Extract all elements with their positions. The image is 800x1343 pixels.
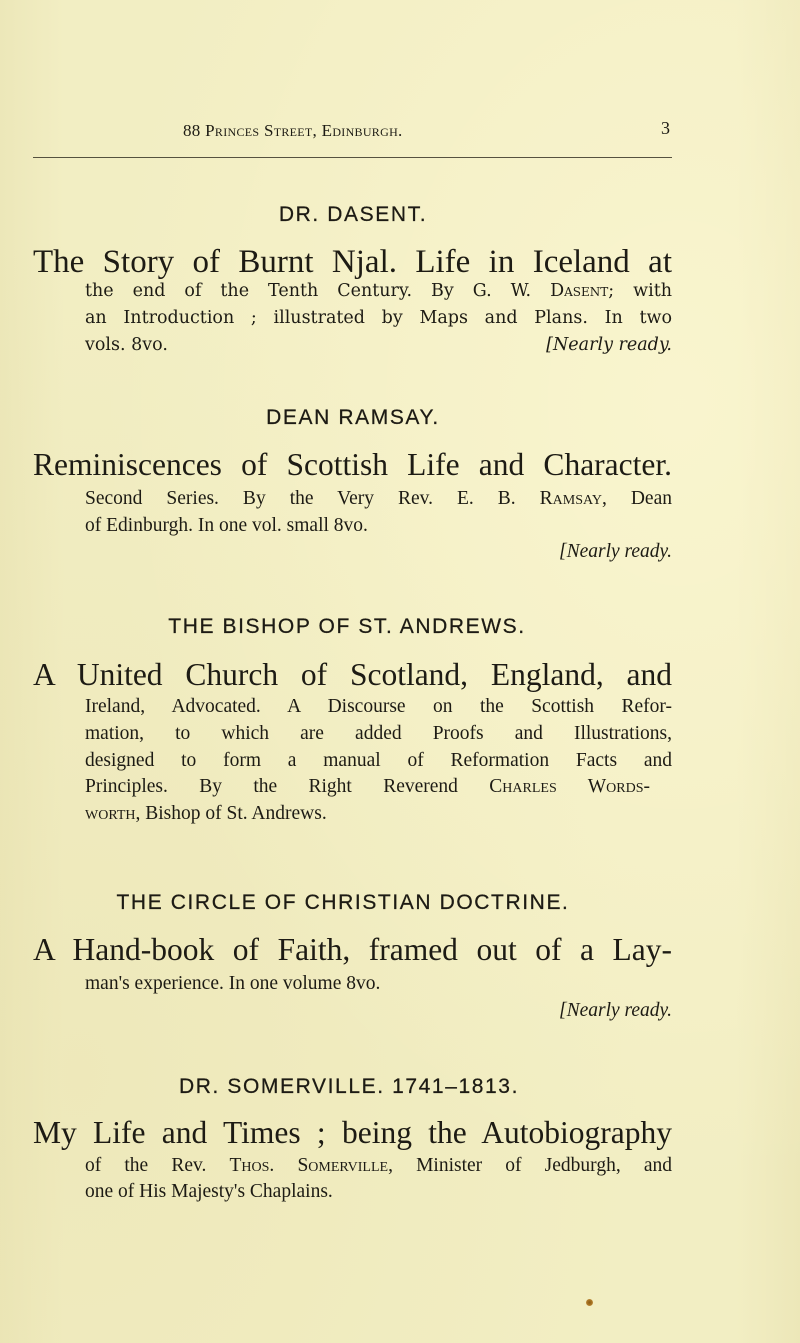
- author-name-smallcaps: Ramsay: [539, 488, 602, 509]
- author-name-smallcaps: worth: [85, 803, 136, 824]
- text-run: Second Series. By the Very Rev. E. B.: [85, 488, 540, 509]
- book-description-line: one of His Majesty's Chaplains.: [85, 1181, 333, 1202]
- book-description-line: vols. 8vo.: [85, 335, 168, 355]
- text-run: , Bishop of St. Andrews.: [135, 803, 327, 824]
- book-description-line: Ireland, Advocated. A Discourse on the Scottish Refor-: [85, 696, 672, 717]
- book-description-line: man's experience. In one volume 8vo.: [85, 973, 381, 994]
- text-run: , Minister of Jedburgh, and: [388, 1155, 672, 1176]
- book-description-line: mation, to which are added Proofs and Illustrations,: [85, 723, 672, 744]
- author-name-smallcaps: Dasent: [550, 281, 609, 301]
- author-heading: DEAN RAMSAY.: [266, 406, 440, 429]
- book-title: The Story of Burnt Njal. Life in Iceland at: [33, 244, 672, 280]
- text-run: of the Rev.: [85, 1155, 230, 1176]
- text-run: the end of the Tenth Century. By G. W.: [85, 281, 551, 301]
- book-description-line: [85, 489, 672, 509]
- author-heading: DR. SOMERVILLE. 1741–1813.: [178, 1075, 520, 1098]
- book-description-line: an Introduction ; illustrated by Maps and Plans. In two: [85, 308, 672, 328]
- author-heading: DR. DASENT.: [278, 203, 428, 226]
- status-note: [Nearly ready.: [558, 541, 672, 562]
- book-title: Reminiscences of Scottish Life and Character.: [33, 447, 672, 482]
- text-run: , Dean: [601, 488, 672, 509]
- book-description-line: [85, 283, 672, 301]
- status-note: [Nearly ready.: [558, 1000, 672, 1021]
- author-heading: THE BISHOP OF ST. ANDREWS.: [168, 615, 526, 638]
- book-title: A Hand-book of Faith, framed out of a Lay-: [33, 932, 672, 967]
- page-number: 3: [661, 118, 670, 138]
- book-description-line: designed to form a manual of Reformation Facts and: [85, 750, 672, 771]
- author-heading: THE CIRCLE OF CHRISTIAN DOCTRINE.: [116, 891, 570, 914]
- foxing-spot: [586, 1299, 593, 1306]
- book-description-line: [85, 777, 650, 797]
- running-head: [183, 122, 403, 139]
- running-head-number: 88: [183, 121, 201, 140]
- header-rule: [33, 157, 672, 158]
- author-name-smallcaps: Charles Words-: [489, 776, 650, 797]
- running-head-text: Princes Street, Edinburgh.: [205, 121, 403, 140]
- text-run: Principles. By the Right Reverend: [85, 776, 490, 797]
- book-title: My Life and Times ; being the Autobiography: [33, 1115, 672, 1150]
- status-note: [Nearly ready.: [546, 335, 672, 355]
- book-title: A United Church of Scotland, England, and: [33, 657, 672, 692]
- book-description-line: of Edinburgh. In one vol. small 8vo.: [85, 515, 368, 536]
- book-description-line: [85, 804, 672, 824]
- book-description-line: [85, 1156, 672, 1176]
- author-name-smallcaps: Thos. Somerville: [229, 1155, 389, 1176]
- text-run: ; with: [608, 281, 673, 301]
